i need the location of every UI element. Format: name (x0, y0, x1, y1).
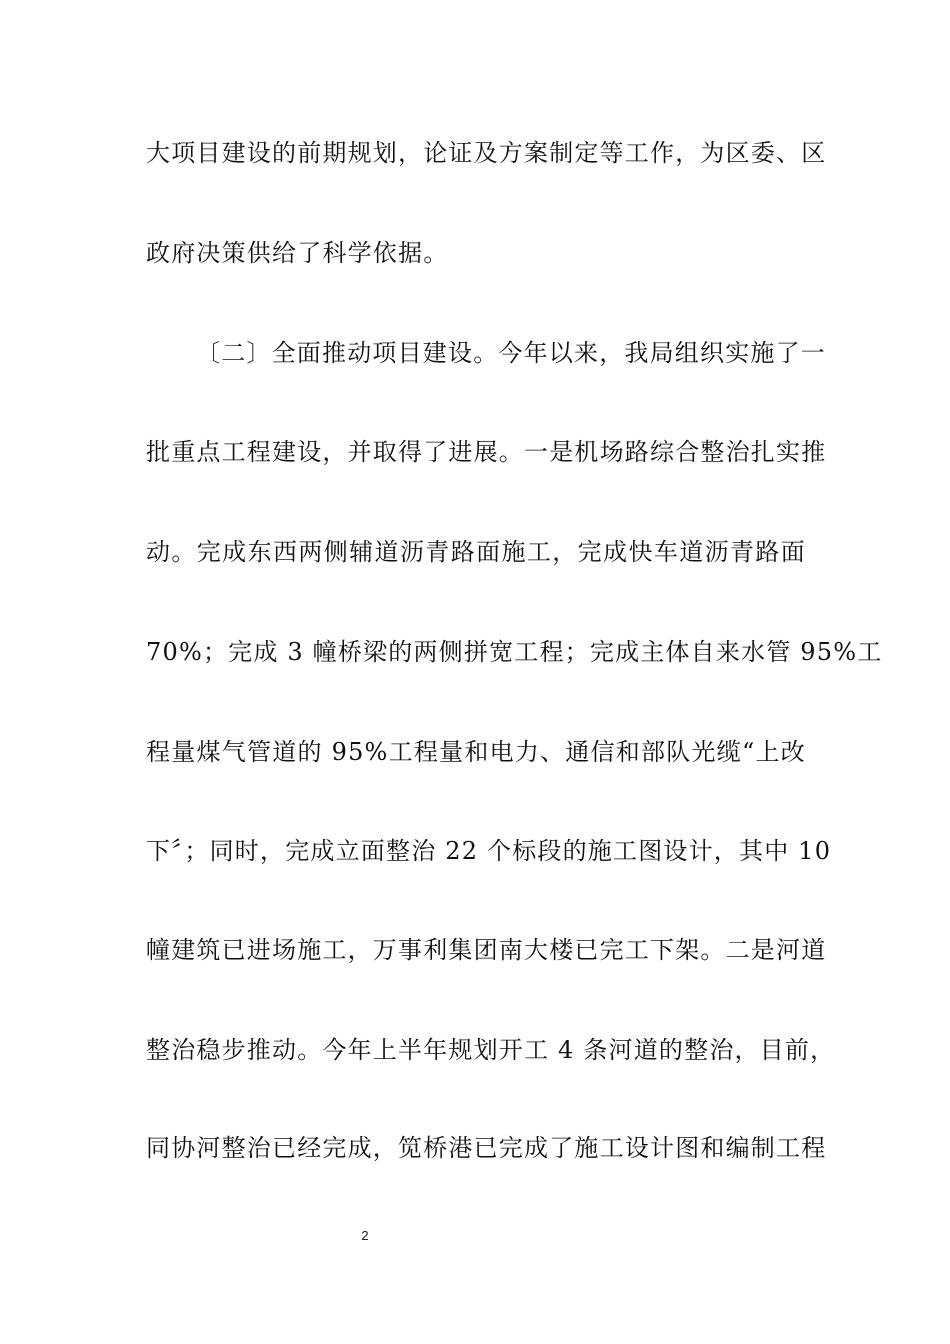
text-line-5: 动。完成东西两侧辅道沥青路面施工，完成快车道沥青路面 (146, 538, 806, 566)
text-line-7: 程量煤气管道的 95%工程量和电力、通信和部队光缆“上改 (146, 738, 806, 766)
text-line-4: 批重点工程建设，并取得了进展。一是机场路综合整治扎实推 (146, 438, 827, 466)
text-line-8: 下〞；同时，完成立面整治 22 个标段的施工图设计，其中 10 (146, 837, 832, 865)
text-line-10: 整治稳步推动。今年上半年规划开工 4 条河道的整治，目前， (146, 1036, 836, 1064)
text-line-3: 〔二〕全面推动项目建设。今年以来，我局组织实施了一 (196, 339, 826, 367)
text-line-1: 大项目建设的前期规划，论证及方案制定等工作，为区委、区 (146, 139, 827, 167)
text-line-11: 同协河整治已经完成，笕桥港已完成了施工设计图和编制工程 (146, 1134, 827, 1162)
text-line-6: 70%；完成 3 幢桥梁的两侧拼宽工程；完成主体自来水管 95%工 (146, 638, 883, 666)
text-line-9: 幢建筑已进场施工，万事利集团南大楼已完工下架。二是河道 (146, 936, 827, 964)
page-number: 2 (361, 1228, 369, 1243)
text-line-2: 政府决策供给了科学依据。 (146, 239, 449, 267)
